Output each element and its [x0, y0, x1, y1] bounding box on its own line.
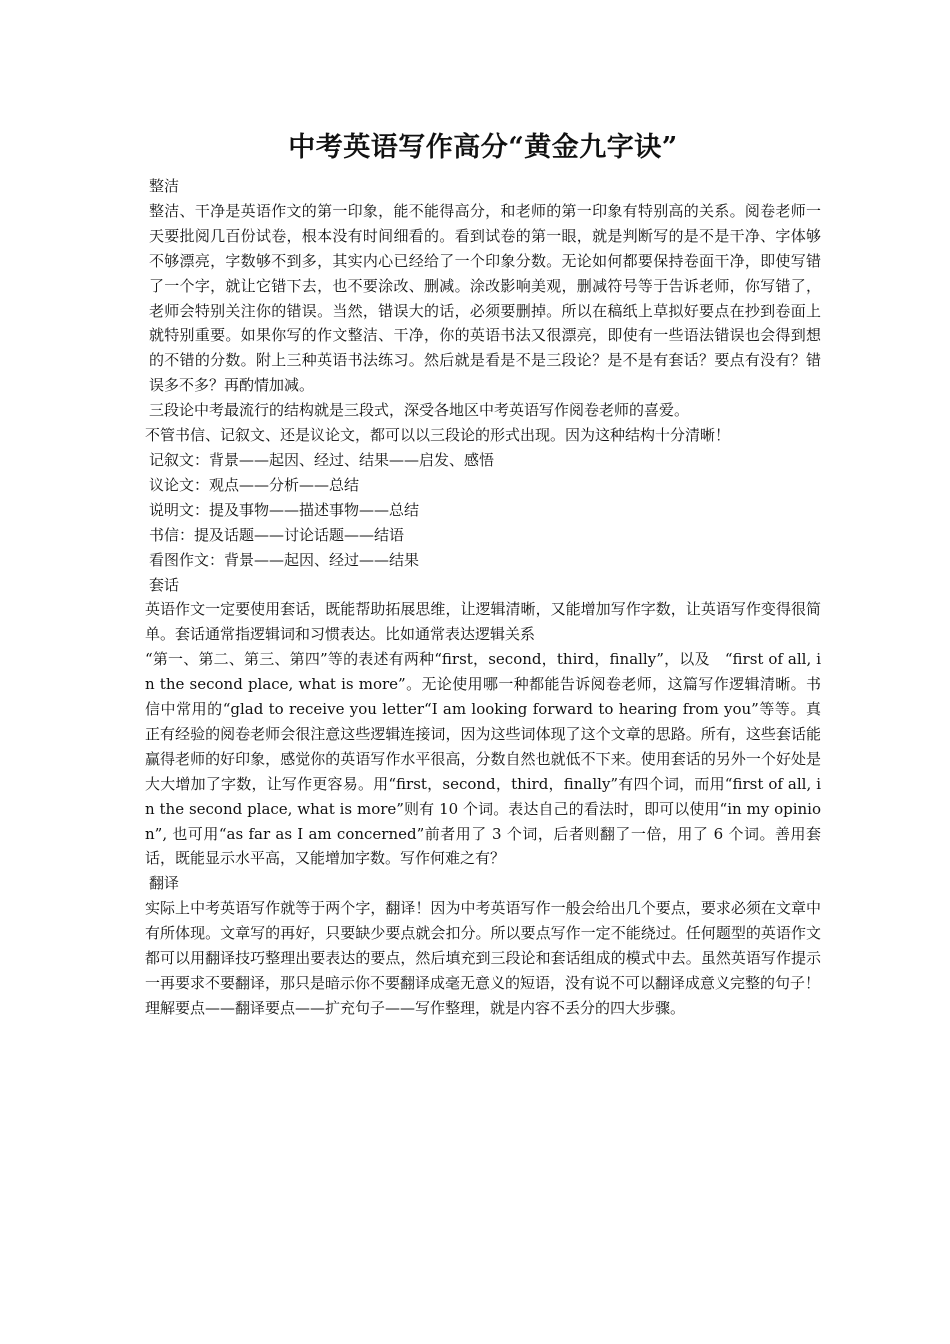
- paragraph: 套话: [149, 575, 180, 594]
- document-body: [145, 174, 821, 1021]
- paragraph: 说明文：提及事物——描述事物——总结: [149, 500, 420, 519]
- paragraph: 翻译: [149, 874, 180, 893]
- paragraph: 看图作文：背景——起因、经过——结果: [149, 550, 420, 569]
- paragraph: 英语作文一定要使用套话，既能帮助拓展思维，让逻辑清晰，又能增加写作字数，让英语写作变得很简单。套话通常指逻辑词和习惯表达。比如通常表达逻辑关系: [145, 600, 821, 644]
- paragraph: 书信：提及话题——讨论话题——结语: [149, 525, 405, 544]
- paragraph: 整洁: [149, 177, 180, 195]
- paragraph: 实际上中考英语写作就等于两个字，翻译！因为中考英语写作一般会给出几个要点，要求必须在文章中有所体现。文章写的再好，只要缺少要点就会扣分。所以要点写作一定不能绕过。任何题型的英语作文都可以用翻译技巧整理出要表达的要点，然后填充到三段论和套话组成的模式中去。虽然英语写作提示一再要求不要翻译，那只是暗示你不要翻译成毫无意义的短语，没有说不可以翻译成意义完整的句子！: [145, 899, 821, 992]
- paragraph: 理解要点——翻译要点——扩充句子——写作整理，就是内容不丢分的四大步骤。: [145, 998, 686, 1017]
- paragraph: “第一、第二、第三、第四”等的表述有两种“first，second，third，finally”，以及 “first of all, in the second place, what is more”。无论使用哪一种都能告诉阅卷老师，这篇写作逻辑清晰。书信中常用的“glad to receive you letter“I am looking forward to hearing from you”等等。真正有经验的阅卷老师会很注意这些逻辑连接词，因为这些词体现了这个文章的思路。所有，这些套话能赢得老师的好印象，感觉你的英语写作水平很高，分数自然也就低不下来。使用套话的另外一个好处是大大增加了字数，让写作更容易。用“first，second，third，finally”有四个词，而用“first of all, in the second place, what is more”则有 10 个词。表达自己的看法时，即可以使用“in my opinion”, 也可用“as far as I am concerned”前者用了 3 个词，后者则翻了一倍，用了 6 个词。善用套话，既能显示水平高，又能增加字数。写作何难之有？: [145, 650, 821, 868]
- paragraph: 整洁、干净是英语作文的第一印象，能不能得高分，和老师的第一印象有特别高的关系。阅卷老师一天要批阅几百份试卷，根本没有时间细看的。看到试卷的第一眼，就是判断写的是不是干净、字体够不够漂亮，字数够不到多，其实内心已经给了一个印象分数。无论如何都要保持卷面干净，即使写错了一个字，就让它错下去，也不要涂改、删减。涂改影响美观，删减符号等于告诉老师，你写错了，老师会特别关注你的错误。当然，错误大的话，必须要删掉。所以在稿纸上草拟好要点在抄到卷面上就特别重要。如果你写的作文整洁、干净，你的英语书法又很漂亮，即使有一些语法错误也会得到想的不错的分数。附上三种英语书法练习。然后就是看是不是三段论？是不是有套话？要点有没有？错误多不多？再酌情加减。: [149, 201, 821, 395]
- document-title: 中考英语写作高分“黄金九字诀”: [288, 132, 678, 163]
- paragraph: 议论文：观点——分析——总结: [149, 475, 360, 494]
- paragraph: 不管书信、记叙文、还是议论文，都可以以三段论的形式出现。因为这种结构十分清晰！: [145, 426, 731, 445]
- paragraph: 三段论中考最流行的结构就是三段式，深受各地区中考英语写作阅卷老师的喜爱。: [149, 401, 690, 420]
- document-page: [145, 128, 821, 1021]
- paragraph: 记叙文：背景——起因、经过、结果——启发、感悟: [149, 450, 495, 469]
